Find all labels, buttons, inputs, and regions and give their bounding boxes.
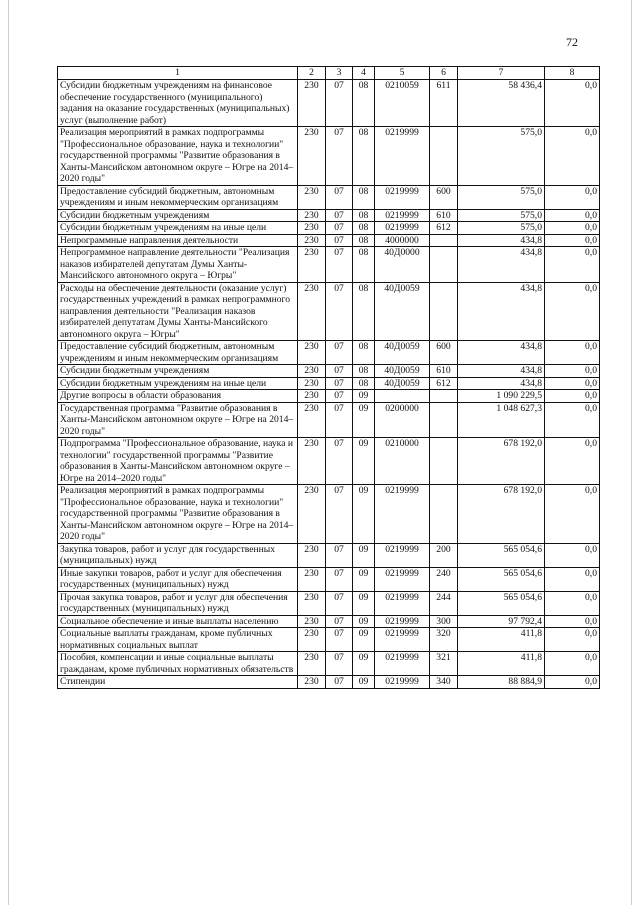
row-amount-cell: 565 054,6 [458,567,545,591]
row-amount2-cell: 0,0 [545,390,600,403]
row-name-cell: Пособия, компенсации и иные социальные выплаты гражданам, кроме публичных нормативных обязательств [58,652,298,676]
row-code-cell: 230 [298,247,326,283]
row-section-cell: 07 [326,377,353,390]
row-name-cell: Государственная программа "Развитие образования в Ханты-Мансийском автономном округе – Югре на 2014–2020 годы" [58,402,298,438]
column-header: 1 [58,67,298,80]
row-amount2-cell: 0,0 [545,591,600,615]
row-name-cell: Непрограммное направление деятельности "Реализация наказов избирателей депутатам Думы Ханты-Мансийского автономного округа – Югры" [58,247,298,283]
row-name-cell: Стипендии [58,676,298,689]
row-code-cell: 230 [298,390,326,403]
row-amount-cell: 575,0 [458,222,545,235]
row-amount-cell: 434,8 [458,282,545,341]
scan-edge-left [8,0,9,905]
row-amount2-cell: 0,0 [545,652,600,676]
row-amount-cell: 678 192,0 [458,485,545,544]
row-name-cell: Подпрограмма "Профессиональное образование, наука и технологии" государственной программы "Развитие образования в Ханты-Мансийском автономном округе – Югре на 2014–2020 годы" [58,438,298,485]
row-name-cell: Другие вопросы в области образования [58,390,298,403]
row-amount2-cell: 0,0 [545,567,600,591]
column-header-row [58,67,600,80]
row-amount-cell: 575,0 [458,127,545,186]
row-subsection-cell: 08 [353,365,375,378]
row-target-cell: 0219999 [375,652,430,676]
row-amount2-cell: 0,0 [545,80,600,127]
row-target-cell: 0219999 [375,209,430,222]
row-amount2-cell: 0,0 [545,247,600,283]
row-amount-cell: 1 048 627,3 [458,402,545,438]
row-target-cell: 0219999 [375,615,430,628]
row-section-cell: 07 [326,485,353,544]
row-subsection-cell: 09 [353,652,375,676]
row-type-cell: 340 [430,676,458,689]
column-header: 8 [545,67,600,80]
row-name-cell: Иные закупки товаров, работ и услуг для обеспечения государственных (муниципальных) нужд [58,567,298,591]
row-name-cell: Расходы на обеспечение деятельности (оказание услуг) государственных учреждений в рамках непрограммного направления деятельности "Реализация наказов избирателей депутатам Думы Ханты-Мансийского автономного округа – Югры" [58,282,298,341]
row-name-cell: Субсидии бюджетным учреждениям на иные цели [58,222,298,235]
row-code-cell: 230 [298,615,326,628]
row-amount2-cell: 0,0 [545,377,600,390]
row-amount-cell: 434,8 [458,234,545,247]
row-subsection-cell: 08 [353,127,375,186]
row-subsection-cell: 08 [353,80,375,127]
row-code-cell: 230 [298,543,326,567]
column-header: 4 [353,67,375,80]
row-code-cell: 230 [298,234,326,247]
row-section-cell: 07 [326,185,353,209]
row-code-cell: 230 [298,591,326,615]
column-header: 7 [458,67,545,80]
table-row [58,485,600,544]
row-section-cell: 07 [326,234,353,247]
row-type-cell: 610 [430,365,458,378]
row-code-cell: 230 [298,567,326,591]
row-target-cell: 40Д0059 [375,282,430,341]
column-header: 5 [375,67,430,80]
column-header: 6 [430,67,458,80]
row-section-cell: 07 [326,543,353,567]
row-subsection-cell: 09 [353,402,375,438]
row-amount2-cell: 0,0 [545,127,600,186]
row-subsection-cell: 08 [353,185,375,209]
table-row [58,377,600,390]
row-type-cell: 612 [430,377,458,390]
row-type-cell [430,127,458,186]
row-section-cell: 07 [326,402,353,438]
row-target-cell: 40Д0059 [375,365,430,378]
table-row [58,234,600,247]
row-type-cell [430,390,458,403]
row-code-cell: 230 [298,209,326,222]
row-type-cell: 610 [430,209,458,222]
row-code-cell: 230 [298,652,326,676]
table-row [58,390,600,403]
row-amount2-cell: 0,0 [545,628,600,652]
row-target-cell: 0219999 [375,543,430,567]
row-name-cell: Предоставление субсидий бюджетным, автономным учреждениям и иным некоммерческим организациям [58,341,298,365]
row-section-cell: 07 [326,341,353,365]
row-type-cell [430,402,458,438]
row-target-cell: 0219999 [375,222,430,235]
row-target-cell: 40Д0059 [375,341,430,365]
row-code-cell: 230 [298,282,326,341]
row-name-cell: Субсидии бюджетным учреждениям [58,209,298,222]
row-subsection-cell: 08 [353,247,375,283]
table-row [58,652,600,676]
row-subsection-cell: 08 [353,282,375,341]
row-amount-cell: 575,0 [458,185,545,209]
row-section-cell: 07 [326,628,353,652]
row-code-cell: 230 [298,127,326,186]
row-section-cell: 07 [326,591,353,615]
row-amount2-cell: 0,0 [545,438,600,485]
row-section-cell: 07 [326,282,353,341]
row-code-cell: 230 [298,377,326,390]
row-subsection-cell: 09 [353,676,375,689]
row-amount-cell: 97 792,4 [458,615,545,628]
row-section-cell: 07 [326,365,353,378]
row-section-cell: 07 [326,567,353,591]
row-amount2-cell: 0,0 [545,222,600,235]
row-amount2-cell: 0,0 [545,209,600,222]
row-subsection-cell: 09 [353,485,375,544]
row-code-cell: 230 [298,628,326,652]
table-row [58,365,600,378]
row-name-cell: Субсидии бюджетным учреждениям на финансовое обеспечение государственного (муниципального) задания на оказание государственных (муниципальных) услуг (выполнение работ) [58,80,298,127]
row-code-cell: 230 [298,341,326,365]
row-code-cell: 230 [298,365,326,378]
table-row [58,282,600,341]
row-amount2-cell: 0,0 [545,234,600,247]
row-amount-cell: 565 054,6 [458,591,545,615]
row-type-cell [430,234,458,247]
row-target-cell: 0210059 [375,80,430,127]
row-section-cell: 07 [326,222,353,235]
row-amount-cell: 678 192,0 [458,438,545,485]
row-amount-cell: 411,8 [458,652,545,676]
row-subsection-cell: 08 [353,222,375,235]
row-amount-cell: 58 436,4 [458,80,545,127]
row-name-cell: Закупка товаров, работ и услуг для государственных (муниципальных) нужд [58,543,298,567]
row-target-cell: 0200000 [375,402,430,438]
row-subsection-cell: 09 [353,543,375,567]
row-amount-cell: 411,8 [458,628,545,652]
row-type-cell [430,247,458,283]
table-row [58,591,600,615]
row-section-cell: 07 [326,676,353,689]
table-row [58,628,600,652]
row-code-cell: 230 [298,80,326,127]
table-row [58,80,600,127]
row-type-cell: 611 [430,80,458,127]
row-amount2-cell: 0,0 [545,615,600,628]
row-amount2-cell: 0,0 [545,676,600,689]
row-target-cell: 40Д0059 [375,377,430,390]
row-type-cell [430,485,458,544]
row-amount-cell: 88 884,9 [458,676,545,689]
row-name-cell: Непрограммные направления деятельности [58,234,298,247]
row-amount2-cell: 0,0 [545,185,600,209]
row-type-cell: 244 [430,591,458,615]
row-subsection-cell: 08 [353,209,375,222]
row-amount2-cell: 0,0 [545,543,600,567]
row-name-cell: Предоставление субсидий бюджетным, автономным учреждениям и иным некоммерческим организациям [58,185,298,209]
row-subsection-cell: 08 [353,234,375,247]
row-target-cell: 0210000 [375,438,430,485]
row-name-cell: Реализация мероприятий в рамках подпрограммы "Профессиональное образование, наука и технологии" государственной программы "Развитие образования в Ханты-Мансийском автономном округе – Югре на 2014–2020 годы" [58,485,298,544]
row-type-cell: 321 [430,652,458,676]
row-code-cell: 230 [298,438,326,485]
row-subsection-cell: 08 [353,341,375,365]
row-target-cell: 40Д0000 [375,247,430,283]
table-row [58,402,600,438]
row-target-cell: 0219999 [375,591,430,615]
row-subsection-cell: 08 [353,377,375,390]
row-amount-cell: 565 054,6 [458,543,545,567]
row-subsection-cell: 09 [353,438,375,485]
table-row [58,676,600,689]
row-subsection-cell: 09 [353,390,375,403]
row-amount-cell: 1 090 229,5 [458,390,545,403]
row-amount-cell: 575,0 [458,209,545,222]
row-type-cell: 600 [430,185,458,209]
row-amount-cell: 434,8 [458,365,545,378]
table-row [58,438,600,485]
row-code-cell: 230 [298,185,326,209]
column-header: 3 [326,67,353,80]
row-name-cell: Прочая закупка товаров, работ и услуг для обеспечения государственных (муниципальных) нужд [58,591,298,615]
row-name-cell: Субсидии бюджетным учреждениям [58,365,298,378]
row-subsection-cell: 09 [353,615,375,628]
row-type-cell: 200 [430,543,458,567]
row-type-cell: 320 [430,628,458,652]
row-section-cell: 07 [326,247,353,283]
row-type-cell: 300 [430,615,458,628]
column-header: 2 [298,67,326,80]
row-target-cell: 0219999 [375,127,430,186]
row-section-cell: 07 [326,615,353,628]
row-target-cell: 0219999 [375,676,430,689]
scan-edge-right [631,0,632,905]
row-amount-cell: 434,8 [458,377,545,390]
table-row [58,185,600,209]
table-row [58,127,600,186]
row-code-cell: 230 [298,676,326,689]
row-section-cell: 07 [326,80,353,127]
row-section-cell: 07 [326,390,353,403]
row-code-cell: 230 [298,485,326,544]
row-name-cell: Социальное обеспечение и иные выплаты населению [58,615,298,628]
row-code-cell: 230 [298,402,326,438]
row-amount2-cell: 0,0 [545,341,600,365]
row-section-cell: 07 [326,127,353,186]
row-name-cell: Социальные выплаты гражданам, кроме публичных нормативных социальных выплат [58,628,298,652]
row-subsection-cell: 09 [353,591,375,615]
row-section-cell: 07 [326,438,353,485]
table-row [58,543,600,567]
row-type-cell [430,282,458,341]
table-row [58,567,600,591]
row-target-cell: 0219999 [375,567,430,591]
row-type-cell [430,438,458,485]
row-section-cell: 07 [326,209,353,222]
row-amount2-cell: 0,0 [545,402,600,438]
row-name-cell: Реализация мероприятий в рамках подпрограммы "Профессиональное образование, наука и технологии" государственной программы "Развитие образования в Ханты-Мансийском автономном округе – Югре на 2014–2020 годы" [58,127,298,186]
row-target-cell: 0219999 [375,485,430,544]
table-row [58,615,600,628]
row-amount-cell: 434,8 [458,247,545,283]
row-type-cell: 600 [430,341,458,365]
row-target-cell: 4000000 [375,234,430,247]
table-row [58,341,600,365]
row-subsection-cell: 09 [353,567,375,591]
row-section-cell: 07 [326,652,353,676]
budget-table [57,66,600,689]
row-amount-cell: 434,8 [458,341,545,365]
row-amount2-cell: 0,0 [545,282,600,341]
table-row [58,247,600,283]
row-amount2-cell: 0,0 [545,485,600,544]
row-type-cell: 612 [430,222,458,235]
row-amount2-cell: 0,0 [545,365,600,378]
row-code-cell: 230 [298,222,326,235]
row-type-cell: 240 [430,567,458,591]
table-row [58,209,600,222]
table-row [58,222,600,235]
row-name-cell: Субсидии бюджетным учреждениям на иные цели [58,377,298,390]
page-number: 72 [566,35,578,49]
row-target-cell: 0219999 [375,628,430,652]
row-subsection-cell: 09 [353,628,375,652]
row-target-cell: 0219999 [375,185,430,209]
row-target-cell [375,390,430,403]
